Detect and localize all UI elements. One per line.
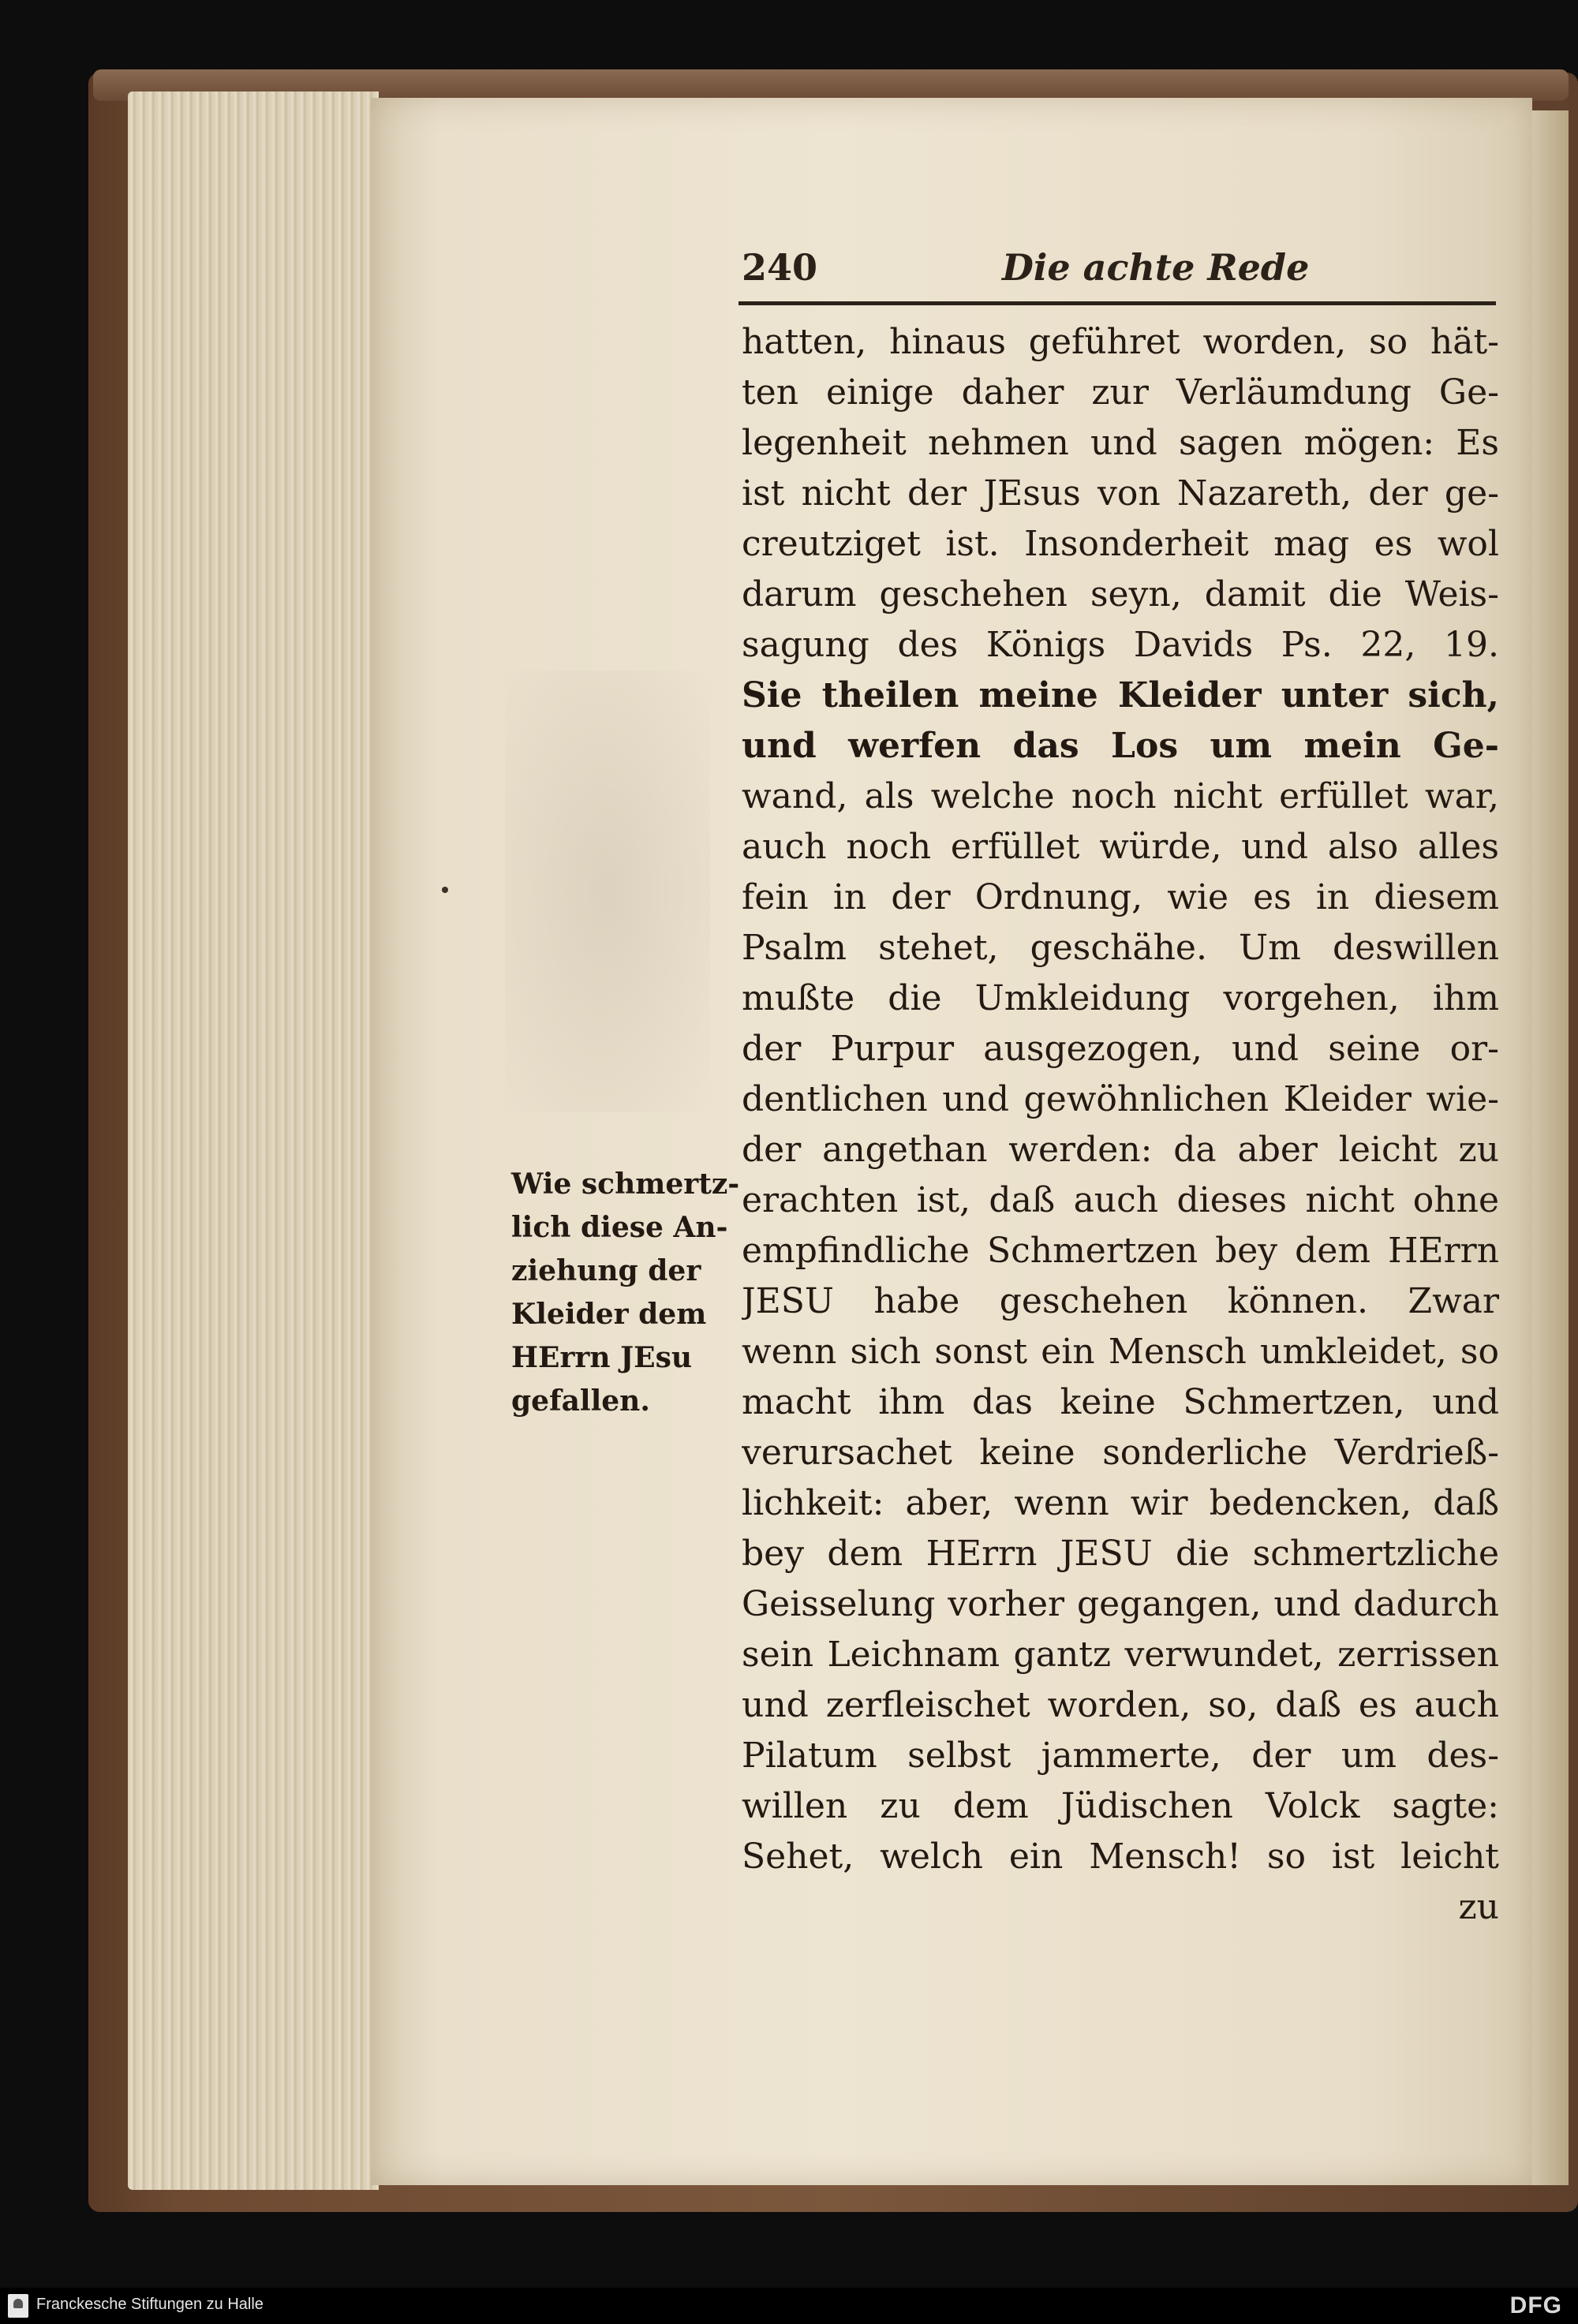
institution-name: Franckesche Stiftungen zu Halle <box>36 2296 264 2313</box>
text-line: der Purpur ausgezogen, und seine or- <box>742 1029 1499 1069</box>
text-line: macht ihm das keine Schmertzen, und <box>742 1382 1499 1422</box>
text-line: darum geschehen seyn, damit die Weis- <box>742 574 1499 615</box>
facing-page-edge <box>1532 110 1569 2185</box>
marginal-note-line: ziehung der <box>511 1254 701 1287</box>
text-line: JESU habe geschehen können. Zwar <box>742 1281 1499 1321</box>
marginal-note-line: HErrn JEsu <box>511 1341 693 1374</box>
text-line: bey dem HErrn JESU die schmertzliche <box>742 1534 1499 1574</box>
page-edges <box>128 92 379 2190</box>
text-line: lichkeit: aber, wenn wir bedencken, daß <box>742 1483 1499 1523</box>
text-line: Pilatum selbst jammerte, der um des- <box>742 1736 1499 1776</box>
dfg-logo: DFG <box>1509 2292 1562 2318</box>
page-number: 240 <box>742 246 818 289</box>
text-line: sein Leichnam gantz verwundet, zerrissen <box>742 1635 1499 1675</box>
viewer-footer <box>0 2288 1578 2324</box>
marginal-note-line: lich diese An- <box>511 1211 728 1244</box>
text-line: ten einige daher zur Verläumdung Ge- <box>742 372 1499 413</box>
text-line: wand, als welche noch nicht erfüllet war, <box>742 776 1499 816</box>
text-line: empfindliche Schmertzen bey dem HErrn <box>742 1231 1499 1271</box>
text-line: wenn sich sonst ein Mensch umkleidet, so <box>742 1332 1499 1372</box>
text-line: creutziget ist. Insonderheit mag es wol <box>742 524 1499 564</box>
catchword: zu <box>1458 1887 1499 1927</box>
page-header <box>742 246 1499 293</box>
marginal-note-line: gefallen. <box>511 1384 650 1418</box>
text-line: dentlichen und gewöhnlichen Kleider wie- <box>742 1079 1499 1119</box>
marginal-note-line: Wie schmertz- <box>511 1168 740 1201</box>
text-line: legenheit nehmen und sagen mögen: Es <box>742 423 1499 463</box>
text-line: ist nicht der JEsus von Nazareth, der ge- <box>742 473 1499 514</box>
institution-logo-icon <box>8 2294 28 2318</box>
text-line: erachten ist, daß auch dieses nicht ohne <box>742 1180 1499 1220</box>
text-line: willen zu dem Jüdischen Volck sagte: <box>742 1786 1499 1826</box>
marginal-note-line: Kleider dem <box>511 1298 707 1331</box>
show-through-shadow <box>505 671 710 1112</box>
text-line-emphasis: Sie theilen meine Kleider unter sich, <box>742 675 1499 716</box>
marginal-note <box>511 1163 740 1423</box>
text-line: verursachet keine sonderliche Verdrieß- <box>742 1433 1499 1473</box>
text-line: Geisselung vorher gegangen, und dadurch <box>742 1584 1499 1624</box>
text-line: hatten, hinaus geführet worden, so hät- <box>742 322 1499 362</box>
text-line-emphasis: und werfen das Los um mein Ge- <box>742 726 1499 766</box>
text-line: Sehet, welch ein Mensch! so ist leicht <box>742 1836 1499 1877</box>
text-line: Psalm stehet, geschähe. Um deswillen <box>742 928 1499 968</box>
text-line: fein in der Ordnung, wie es in diesem <box>742 877 1499 917</box>
text-line: auch noch erfüllet würde, und also alles <box>742 827 1499 867</box>
running-head: Die achte Rede <box>1002 246 1310 289</box>
text-line: und zerfleischet worden, so, daß es auch <box>742 1685 1499 1725</box>
header-rule <box>739 301 1496 305</box>
text-line: sagung des Königs Davids Ps. 22, 19. <box>742 625 1499 665</box>
ink-speck <box>442 887 448 893</box>
text-line: mußte die Umkleidung vorgehen, ihm <box>742 978 1499 1018</box>
text-line: der angethan werden: da aber leicht zu <box>742 1130 1499 1170</box>
body-text <box>742 317 1499 1933</box>
